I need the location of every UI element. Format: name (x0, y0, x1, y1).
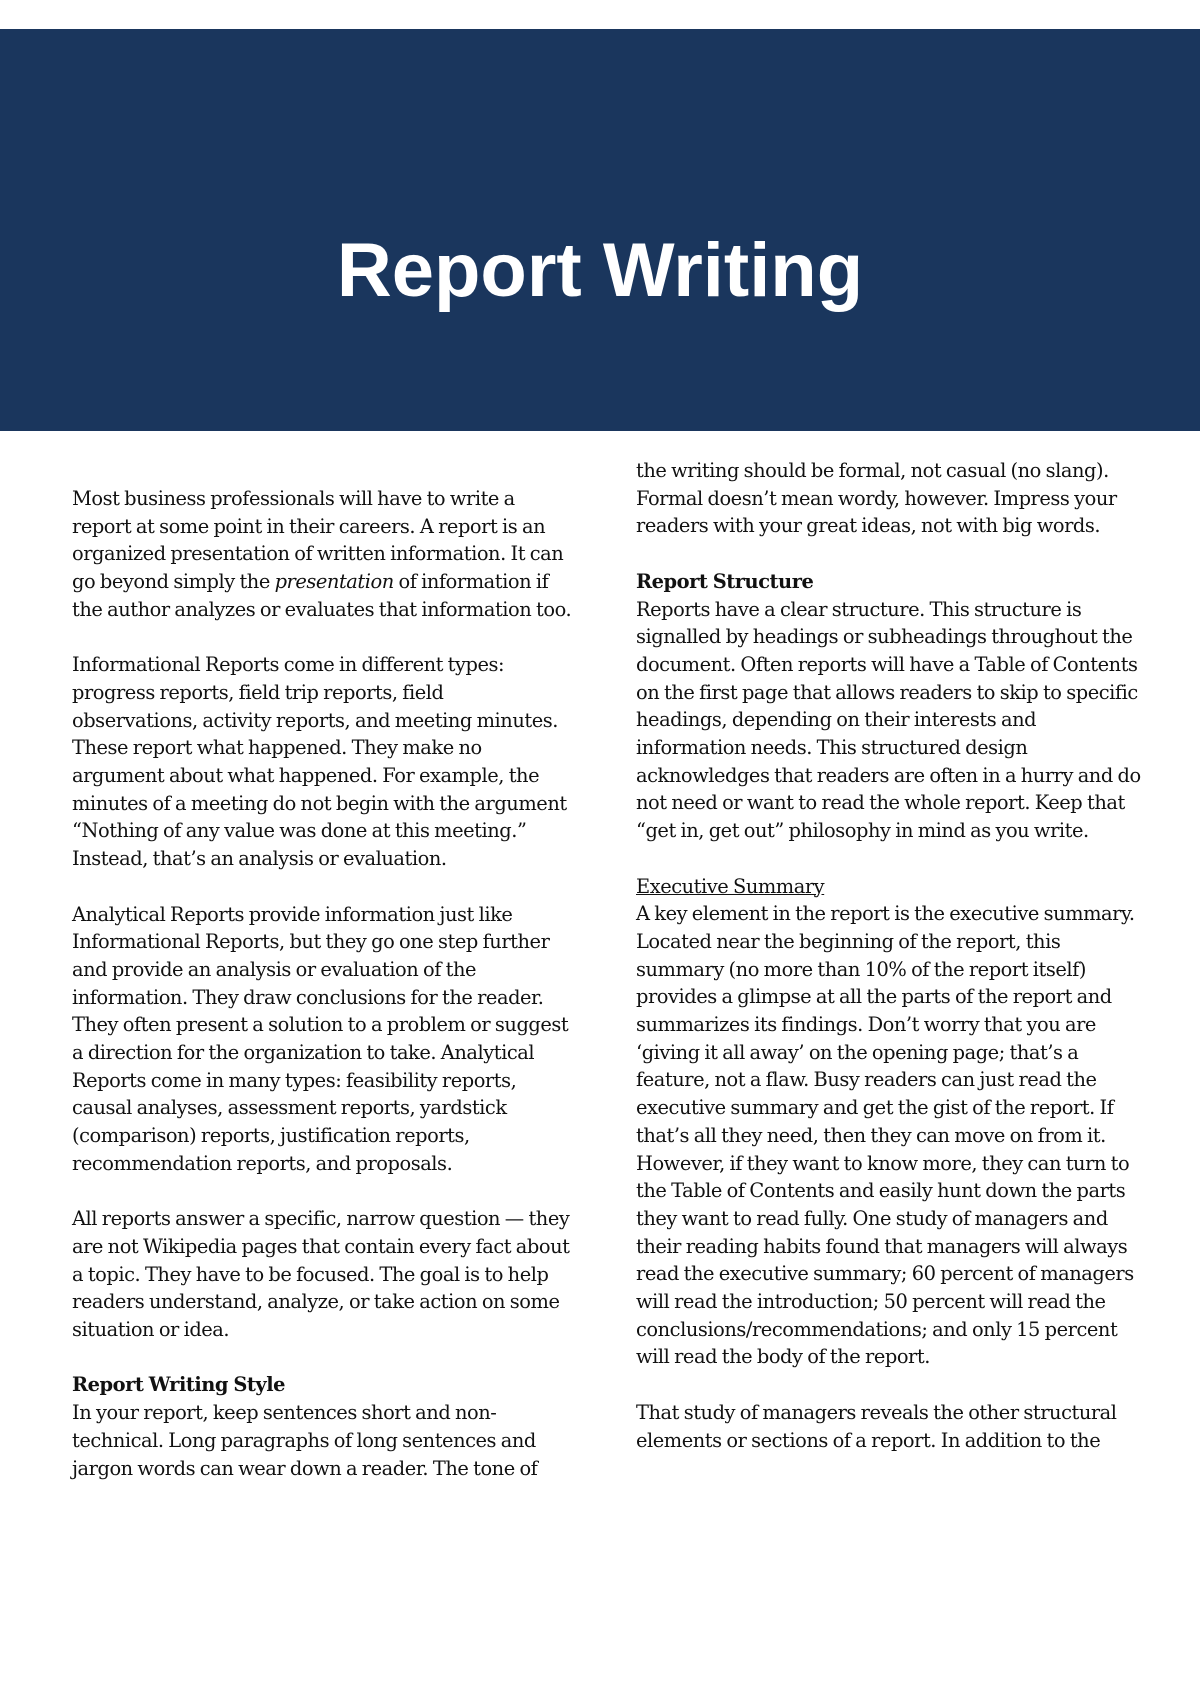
intro-paragraph (72, 485, 572, 624)
report-structure-paragraph: Reports have a clear structure. This structure is signalled by headings or subheadings throughout the document. Often reports will have a Table of Contents on the first page that allows readers to skip to specific headings, depending on their interests and information needs. This structured design acknowledges that readers are often in a hurry and do not need or want to read the whole report. Keep that “get in, get out” philosophy in mind as you write. (636, 597, 1141, 843)
title-banner (0, 29, 1200, 431)
executive-summary-heading: Executive Summary (636, 874, 825, 898)
focused-question-paragraph: All reports answer a specific, narrow question — they are not Wikipedia pages that contain every fact about a topic. They have to be focused. The goal is to help readers understand, analyze, or take action on some situation or idea. (72, 1207, 570, 1342)
analytical-reports-paragraph: Analytical Reports provide information just like Informational Reports, but they go one step further and provide an analysis or evaluation of the information. They draw conclusions for the reader. They often present a solution to a problem or suggest a direction for the organization to take. Analytical Reports come in many types: feasibility reports, causal analyses, assessment reports, yardstick (comparison) reports, justification reports, recommendation reports, and proposals. (72, 902, 569, 1175)
left-column (72, 485, 572, 1482)
right-column (636, 457, 1141, 1454)
informational-reports-paragraph: Informational Reports come in different types: progress reports, field trip reports, field observations, activity reports, and meeting minutes. These report what happened. They make no argument about what happened. For example, the minutes of a meeting do not begin with the argument “Nothing of any value was done at this meeting.” Instead, that’s an analysis or evaluation. (72, 653, 567, 871)
intro-text-start: Most business professionals will have to write a report at some point in their careers. A report is an organized presentation of written information. It can go beyond simply the (72, 487, 564, 594)
writing-style-heading: Report Writing Style (72, 1373, 286, 1397)
structural-elements-paragraph: That study of managers reveals the other structural elements or sections of a report. In addition to the (636, 1400, 1117, 1452)
page-title: Report Writing (336, 228, 864, 313)
report-structure-heading: Report Structure (636, 569, 814, 593)
intro-emphasis: presentation (274, 570, 394, 594)
formal-tone-paragraph: the writing should be formal, not casual (no slang). Formal doesn’t mean wordy, however. Impress your readers with your great ideas, not with big words. (636, 459, 1117, 538)
intro-text-end: of information if the author analyzes or evaluates that information too. (72, 570, 572, 621)
writing-style-paragraph: In your report, keep sentences short and non-technical. Long paragraphs of long sentences and jargon words can wear down a reader. The tone of (72, 1401, 538, 1480)
executive-summary-paragraph: A key element in the report is the executive summary. Located near the beginning of the report, this summary (no more than 10% of the report itself) provides a glimpse at all the parts of the report and summarizes its findings. Don’t worry that you are ‘giving it all away’ on the opening page; that’s a feature, not a flaw. Busy readers can just read the executive summary and get the gist of the report. If that’s all they need, then they can move on from it. However, if they want to know more, they can turn to the Table of Contents and easily hunt down the parts they want to read fully. One study of managers and their reading habits found that managers will always read the executive summary; 60 percent of managers will read the introduction; 50 percent will read the conclusions/recommendations; and only 15 percent will read the body of the report. (636, 902, 1135, 1369)
